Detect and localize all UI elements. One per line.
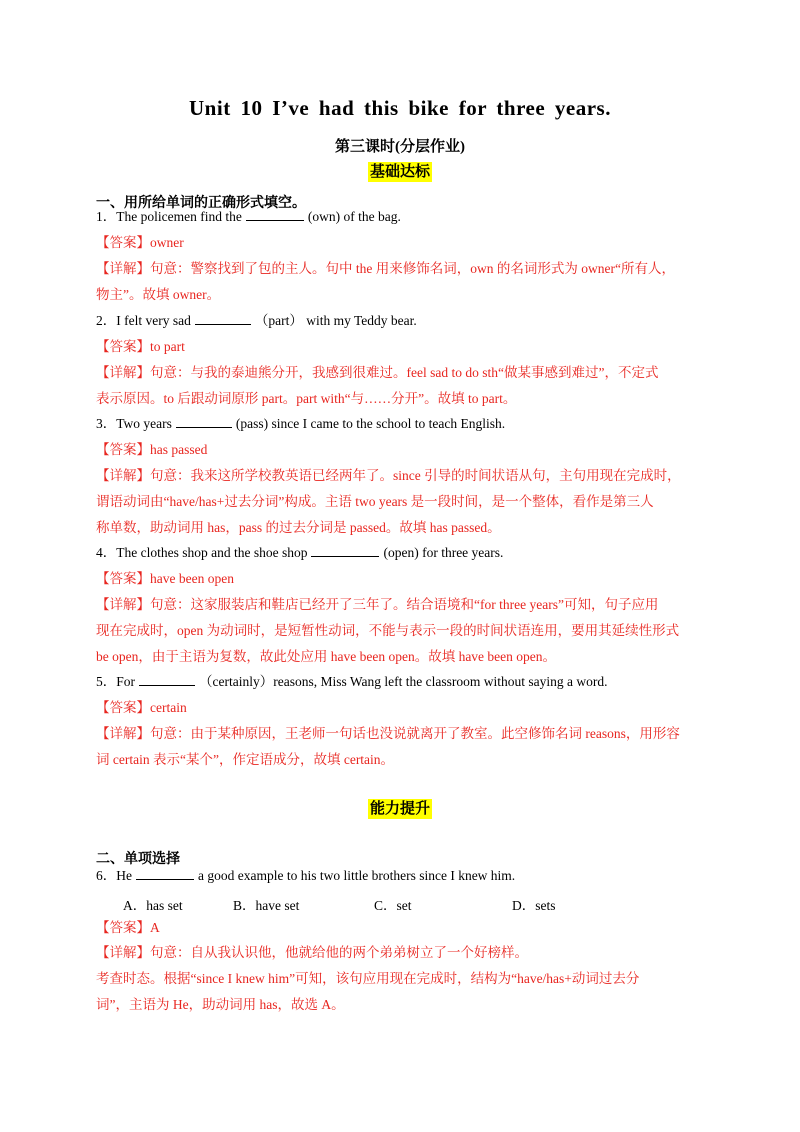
q2-detail-line1: 【详解】句意：与我的泰迪熊分开，我感到很难过。feel sad to do sth“做某事感到难过”，不定式 [96,365,659,380]
q4-detail-line1: 【详解】句意：这家服装店和鞋店已经开了三年了。结合语境和“for three years”可知，句子应用 [96,597,659,612]
q5-detail-line2: 词 certain 表示“某个”，作定语成分，故填 certain。 [96,752,395,767]
q6-prefix: 6．He [96,868,132,883]
q6-option-d: D．sets [512,898,556,913]
q4-suffix: (open) for three years. [383,545,504,560]
q3-answer: 【答案】has passed [96,442,208,457]
q2-blank [195,312,251,325]
q2-prefix: 2．I felt very sad [96,313,191,328]
q2-suffix: （part） with my Teddy bear. [254,313,417,328]
q4-detail-line2: 现在完成时，open 为动词时，是短暂性动词，不能与表示一段的时间状语连用，要用其延续性形式 [96,623,680,638]
page-subtitle: 第三课时(分层作业) [335,139,465,155]
q2-answer: 【答案】to part [96,339,185,354]
q3-detail-line2: 谓语动词由“have/has+过去分词”构成。主语 two years 是一段时间，是一个整体，看作是第三人 [96,494,654,509]
q4-prefix: 4．The clothes shop and the shoe shop [96,545,308,560]
section1-heading: 一、用所给单词的正确形式填空。 [96,196,306,211]
q5-blank [139,673,195,686]
q6-blank [136,867,194,880]
q3-detail-line1: 【详解】句意：我来这所学校教英语已经两年了。since 引导的时间状语从句，主句用现在完成时， [96,468,681,483]
q6-option-c: C．set [374,898,412,913]
section2-heading: 二、单项选择 [96,852,180,867]
q1-suffix: (own) of the bag. [307,209,401,224]
q6-detail-line1: 【详解】句意：自从我认识他，他就给他的两个弟弟树立了一个好榜样。 [96,945,528,960]
q1-detail-line2: 物主”。故填 owner。 [96,287,221,302]
q4-answer: 【答案】have been open [96,571,234,586]
q6-answer: 【答案】A [96,920,160,935]
question-1 [96,207,708,227]
q6-detail-line2: 考查时态。根据“since I knew him”可知，该句应用现在完成时，结构为“have/has+动词过去分 [96,971,640,986]
q5-prefix: 5．For [96,674,136,689]
page-title: Unit 10 I’ve had this bike for three years. [189,96,611,120]
basic-badge-row [0,162,800,182]
advanced-badge-row [0,799,800,819]
q6-option-a: A．has set [123,898,183,913]
question-6 [96,866,708,886]
basic-level-badge: 基础达标 [369,164,430,180]
q1-blank [246,208,304,221]
question-4 [96,543,708,563]
q5-detail-line1: 【详解】句意：由于某种原因，王老师一句话也没说就离开了教室。此空修饰名词 reasons，用形容 [96,726,680,741]
q2-detail-line2: 表示原因。to 后跟动词原形 part。part with“与……分开”。故填 to part。 [96,391,517,406]
q6-suffix: a good example to his two little brothers since I knew him. [198,868,516,883]
q5-suffix: （certainly）reasons, Miss Wang left the classroom without saying a word. [199,674,608,689]
q4-detail-line3: be open，由于主语为复数，故此处应用 have been open。故填 have been open。 [96,649,557,664]
q1-answer: 【答案】owner [96,235,184,250]
question-5 [96,672,708,692]
q5-answer: 【答案】certain [96,700,187,715]
question-2 [96,311,708,331]
q1-detail-line1: 【详解】句意：警察找到了包的主人。句中 the 用来修饰名词，own 的名词形式为 owner“所有人， [96,261,675,276]
q3-blank [176,415,232,428]
q6-option-b: B．have set [233,898,300,913]
q4-blank [311,544,379,557]
q3-detail-line3: 称单数，助动词用 has，pass 的过去分词是 passed。故填 has passed。 [96,520,501,535]
q3-prefix: 3．Two years [96,416,172,431]
q1-prefix: 1．The policemen find the [96,209,242,224]
q6-detail-line3: 词”，主语为 He，助动词用 has，故选 A。 [96,997,345,1012]
question-3 [96,414,708,434]
advanced-level-badge: 能力提升 [369,801,430,817]
q3-suffix: (pass) since I came to the school to teach English. [235,416,506,431]
